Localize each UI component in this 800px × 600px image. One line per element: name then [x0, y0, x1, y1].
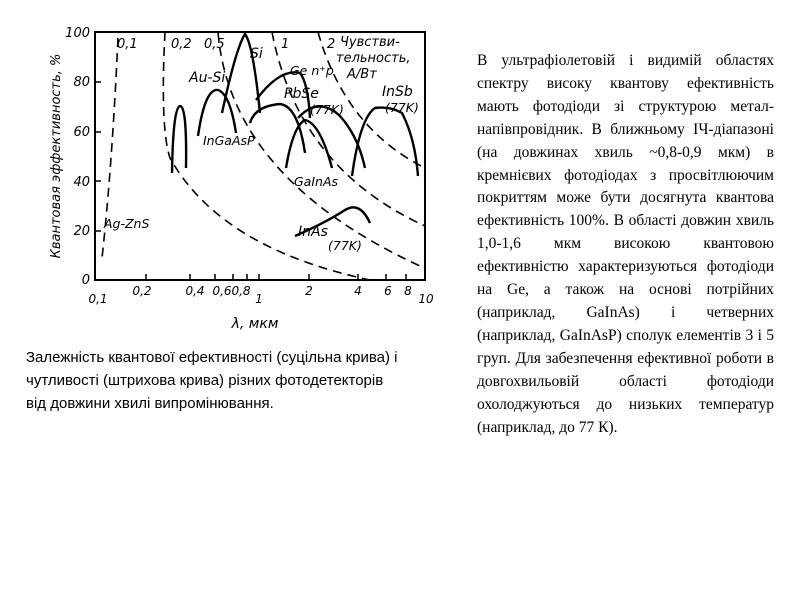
label-insb: InSb [382, 84, 413, 100]
y-tick: 0 [81, 273, 90, 288]
x-tick: 4 [354, 284, 362, 298]
quantum-efficiency-figure [40, 18, 440, 338]
sensitivity-label: 0,1 [117, 37, 138, 52]
x-tick: 0,6 [212, 284, 232, 298]
x-tick: 6 [384, 284, 392, 298]
label-ingaasp: InGaAsP [203, 133, 255, 148]
label-au-si: Au-Si [189, 70, 226, 86]
sensitivity-label: 0,5 [204, 37, 225, 52]
sensitivity-title-line: А/Вт [347, 67, 377, 82]
curve-au-si [198, 90, 236, 136]
x-tick: 1 [255, 292, 263, 306]
label-ag-zns: Ag-ZnS [104, 216, 150, 231]
label-inas: InAs [298, 224, 328, 240]
y-tick: 40 [73, 175, 90, 190]
x-tick: 0,2 [132, 284, 152, 298]
label-insb-temp: (77K) [385, 100, 419, 115]
x-tick: 8 [404, 284, 412, 298]
label-pbse: PbSe [284, 86, 319, 102]
body-text: В ультрафіолетовій і видимій областях спектру високу квантову ефективність мають фотодіоди зі структурою метал-напівпровідник. В ближньому ІЧ-діапазоні (на довжинах хвиль ~0,8-0,9 мкм) в кремнієвих фотодіодах з просвітлюючим покриттям може бути досягнута квантова ефективність 100%. В області довжин хвиль 1,0-1,6 мкм високою квантовою ефективністю характеризуються фотодіоди на Ge, а також на основі потрійних (наприклад, GaInAs) і четверних (наприклад, GaInAsP) сполук елементів 3 і 5 груп. Для забезпечення ефективної роботи в довгохвильовій області фотодіоди охолоджуються до низьких температур (наприклад, до 77 К). [477, 52, 774, 436]
y-tick: 80 [73, 75, 90, 90]
label-ge: Ge n⁺p [290, 63, 334, 78]
label-si: Si [250, 46, 263, 62]
x-tick: 0,4 [185, 284, 205, 298]
x-tick: 0,8 [231, 284, 251, 298]
sensitivity-title-line: Чувстви- [340, 35, 400, 50]
sensitivity-label: 1 [281, 37, 290, 52]
y-axis-label: Квантовая эффективность, % [49, 53, 64, 259]
sensitivity-label: 2 [327, 37, 336, 52]
figure-caption: Залежність квантової ефективності (суцільна крива) і чутливості (штрихова крива) різних фотодетекторів від довжини хвилі випромінювання. [26, 349, 398, 412]
x-axis-label: λ, мкм [231, 316, 279, 332]
y-tick: 20 [73, 224, 90, 239]
sensitivity-label: 0,2 [171, 37, 192, 52]
label-inas-temp: (77K) [328, 238, 362, 253]
x-tick: 2 [305, 284, 313, 298]
sensitivity-labels [117, 37, 335, 52]
y-tick: 100 [65, 26, 90, 41]
label-gainas: GaInAs [294, 174, 339, 189]
label-pbse-temp: (77K) [310, 102, 344, 117]
x-tick: 0,1 [88, 292, 108, 306]
sensitivity-title-line: тельность, [336, 51, 411, 66]
sensitivity-title [336, 35, 411, 82]
x-tick-labels [88, 284, 434, 306]
x-tick: 10 [418, 292, 434, 306]
y-tick-labels [65, 26, 90, 288]
curve-ag-zns [172, 106, 186, 173]
y-tick: 60 [73, 125, 90, 140]
curve-gainas [286, 120, 332, 168]
